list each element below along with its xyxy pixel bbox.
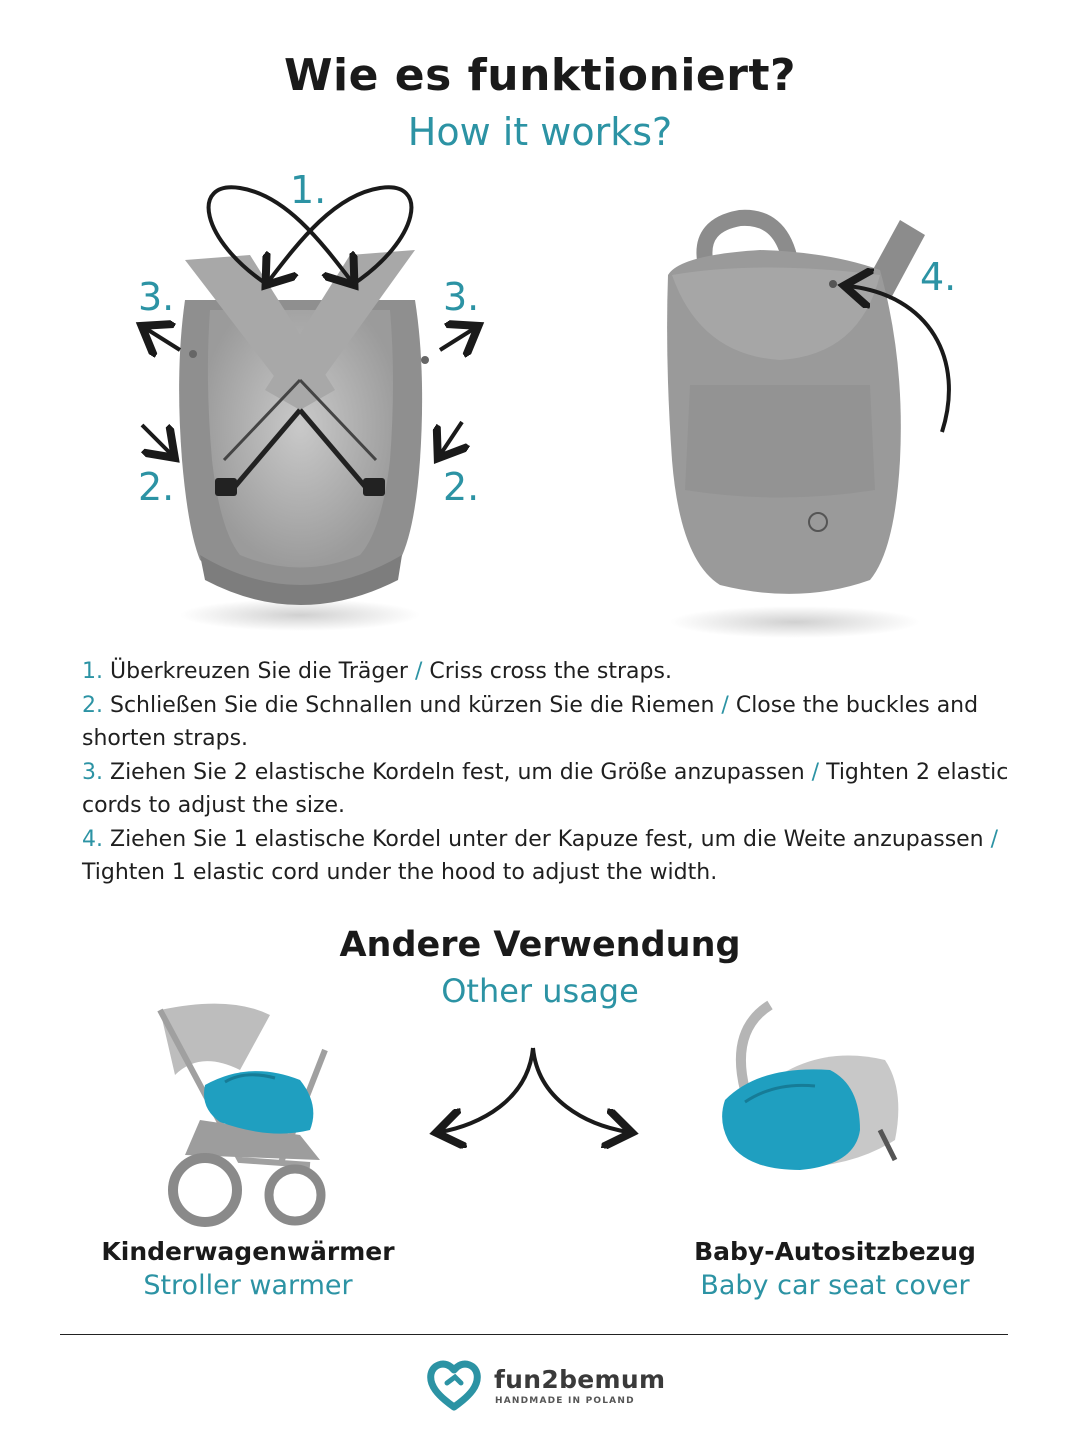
diagram-label-2-right: 2. (443, 465, 480, 509)
diagram-label-3-left: 3. (138, 275, 175, 319)
diagram-label-3-right: 3. (443, 275, 480, 319)
diagram-label-4: 4. (920, 255, 957, 299)
heart-logo-icon (425, 1357, 483, 1413)
page-subtitle: How it works? (407, 110, 673, 154)
usage-label-car-seat: Baby-Autositzbezug (694, 1237, 976, 1266)
car-seat-image (722, 1005, 898, 1170)
other-usage-subtitle: Other usage (441, 972, 639, 1010)
usage-label-stroller: Kinderwagenwärmer (101, 1237, 395, 1266)
diagram-label-1: 1. (290, 168, 327, 212)
footer-divider (60, 1334, 1008, 1335)
stroller-image (160, 1004, 325, 1222)
arrow-in-left (142, 425, 172, 455)
page-title: Wie es funktioniert? (283, 50, 797, 101)
brand-name: fun2bemum (494, 1365, 666, 1394)
step-item: 2. Schließen Sie die Schnallen und kürzen Sie die Riemen / Close the buckles and shorten straps. (82, 692, 979, 751)
arrow-in-right (440, 422, 462, 455)
usage-arrow-left (440, 1048, 533, 1132)
product-illustration (0, 160, 1080, 650)
carrier-outside-view (667, 218, 925, 638)
diagram-label-2-left: 2. (138, 465, 175, 509)
brand-tagline: HANDMADE IN POLAND (495, 1396, 635, 1406)
other-usage-title: Andere Verwendung (339, 925, 741, 965)
usage-sublabel-car-seat: Baby car seat cover (700, 1270, 970, 1301)
usage-illustration (0, 990, 1080, 1230)
step-item: 4. Ziehen Sie 1 elastische Kordel unter der Kapuze fest, um die Weite anzupassen / Tighten 1 elastic cord under the hood to adjust the width. (82, 826, 999, 885)
carrier-inside-view (179, 250, 429, 631)
usage-sublabel-stroller: Stroller warmer (143, 1270, 353, 1301)
arrow-out-left (145, 328, 180, 350)
step-item: 1. Überkreuzen Sie die Träger / Criss cross the straps. (82, 659, 672, 684)
arrow-out-right (440, 328, 475, 350)
usage-arrow-right (533, 1048, 628, 1132)
step-item: 3. Ziehen Sie 2 elastische Kordeln fest, um die Größe anzupassen / Tighten 2 elastic cords to adjust the size. (82, 759, 1009, 818)
instruction-steps (82, 655, 1022, 890)
